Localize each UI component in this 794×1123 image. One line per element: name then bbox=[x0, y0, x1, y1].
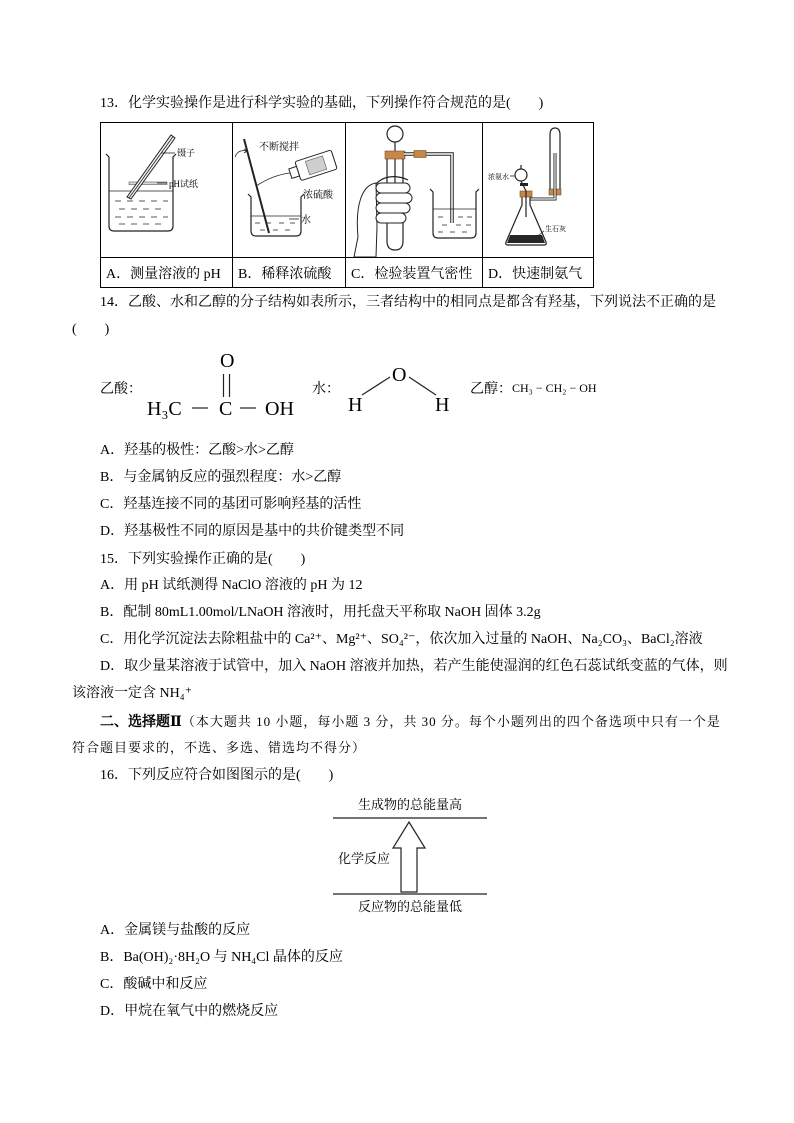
q15-option-a: A．用 pH 试纸测得 NaClO 溶液的 pH 为 12 bbox=[100, 578, 363, 593]
hand-palm bbox=[354, 183, 377, 257]
q14-option-b: B．与金属钠反应的强烈程度：水>乙醇 bbox=[100, 470, 342, 485]
water-oxygen: O bbox=[392, 364, 407, 386]
water-hydrogen-right: H bbox=[435, 394, 450, 416]
label-quicklime: 生石灰 bbox=[545, 225, 566, 233]
label-concentrated-ammonia: 浓氨水 bbox=[488, 173, 509, 181]
quicklime-solid bbox=[507, 235, 545, 243]
separatory-funnel bbox=[515, 169, 527, 181]
rubber-connector bbox=[414, 151, 426, 158]
delivery-tube-inner bbox=[404, 154, 452, 223]
q16-energy-diagram bbox=[330, 792, 490, 914]
panel-a-illustration bbox=[101, 123, 232, 257]
q13-figure-row bbox=[101, 123, 594, 258]
q14-option-c: C．羟基连接不同的基团可影响羟基的活性 bbox=[100, 497, 362, 512]
reactants-energy-label: 反应物的总能量低 bbox=[357, 899, 463, 914]
label-water: 水 bbox=[301, 215, 311, 226]
q13-panel-c bbox=[346, 123, 483, 258]
acid-stream bbox=[256, 173, 290, 186]
q13-option-a: A．测量溶液的 pH bbox=[101, 258, 233, 288]
q15-option-c: C．用化学沉淀法去除粗盐中的 Ca²⁺、Mg²⁺、SO₄²⁻，依次加入过量的 NaOH、Na₂CO₃、BaCl₂溶液 bbox=[100, 632, 703, 647]
water-bond-left bbox=[362, 377, 390, 395]
water-label: 水： bbox=[312, 382, 340, 397]
acetic-acid-methyl: H₃C bbox=[147, 398, 182, 420]
section-2-heading: 二、选择题Ⅱ bbox=[100, 715, 182, 730]
panel-d-illustration bbox=[483, 123, 593, 257]
ethanol-label: 乙醇： bbox=[470, 382, 512, 397]
q13-stem: 13．化学实验操作是进行科学实验的基础，下列操作符合规范的是( ) bbox=[100, 96, 544, 111]
q15-stem: 15．下列实验操作正确的是( ) bbox=[100, 552, 306, 567]
tweezers-split bbox=[129, 137, 173, 199]
water-hatching bbox=[438, 217, 472, 232]
q14-option-a: A．羟基的极性：乙酸>水>乙醇 bbox=[100, 443, 294, 458]
label-tweezers: 镊子 bbox=[177, 148, 196, 158]
q16-option-a: A．金属镁与盐酸的反应 bbox=[100, 923, 251, 938]
q13-option-c: C．检验装置气密性 bbox=[346, 258, 483, 288]
ethanol-formula: CH₃ − CH₂ − OH bbox=[512, 381, 597, 395]
acetic-acid-hydroxyl: OH bbox=[265, 398, 294, 420]
q15-option-b: B．配制 80mL1.00mol/LNaOH 溶液时，用托盘天平称取 NaOH 固体 3.2g bbox=[100, 605, 541, 620]
panel-b-illustration bbox=[233, 123, 345, 257]
stopcock bbox=[520, 183, 528, 186]
acetic-acid-label: 乙酸： bbox=[100, 382, 142, 397]
hand-finger-4 bbox=[376, 213, 406, 223]
q15-option-d: D．取少量某溶液于试管中，加入 NaOH 溶液并加热，若产生能使湿润的红色石蕊试纸变蓝的气体，则 bbox=[100, 659, 728, 674]
q13-option-d: D．快速制氨气 bbox=[483, 258, 594, 288]
hand-finger-1 bbox=[376, 183, 410, 193]
q16-option-b: B．Ba(OH)₂·8H₂O 与 NH₄Cl 晶体的反应 bbox=[100, 950, 343, 965]
q13-panel-d bbox=[483, 123, 594, 258]
q13-option-b: B．稀释浓硫酸 bbox=[233, 258, 346, 288]
label-ph-paper: pH试纸 bbox=[169, 179, 198, 189]
beaker bbox=[106, 154, 176, 231]
q15-option-d-continued: 该溶液一定含 NH₄⁺ bbox=[72, 686, 192, 701]
section-2-note: （本大题共 10 小题，每小题 3 分，共 30 分。每个小题列出的四个备选项中只有一个是 bbox=[181, 714, 721, 729]
label-keep-stirring: 不断搅拌 bbox=[259, 142, 299, 153]
q16-option-d: D．甲烷在氧气中的燃烧反应 bbox=[100, 1004, 279, 1019]
q14-stem-line2: ( ) bbox=[72, 322, 110, 337]
beaker bbox=[430, 189, 479, 238]
energy-up-arrow bbox=[393, 822, 425, 892]
q14-option-d: D．羟基极性不同的原因是基中的共价键类型不同 bbox=[100, 524, 405, 539]
stirring-mark bbox=[235, 149, 247, 157]
q13-caption-row bbox=[101, 258, 594, 288]
delivery-tube-outer bbox=[404, 154, 452, 223]
q16-option-c: C．酸碱中和反应 bbox=[100, 977, 208, 992]
section-2-note-continued: 符合题目要求的，不选、多选、错选均不得分） bbox=[72, 740, 367, 755]
water-hatching bbox=[255, 223, 295, 230]
q14-stem-line1: 14．乙酸、水和乙醇的分子结构如表所示，三者结构中的相同点是都含有羟基，下列说法不正确的是 bbox=[100, 295, 716, 310]
water-hydrogen-left: H bbox=[348, 394, 363, 416]
q14-structure-formulas bbox=[100, 345, 620, 425]
q16-stem: 16．下列反应符合如图图示的是( ) bbox=[100, 768, 334, 783]
panel-c-illustration bbox=[346, 123, 482, 257]
funnel-bulb bbox=[387, 126, 403, 142]
acetic-acid-carbonyl-oxygen: O bbox=[220, 350, 235, 372]
products-energy-label: 生成物的总能量高 bbox=[357, 797, 463, 812]
hand-finger-3 bbox=[376, 203, 410, 213]
stopper bbox=[385, 151, 405, 159]
acetic-acid-carbon: C bbox=[219, 398, 233, 420]
label-concentrated-sulfuric-acid: 浓硫酸 bbox=[303, 190, 333, 201]
hand-finger-2 bbox=[376, 193, 412, 203]
q13-panel-b bbox=[233, 123, 346, 258]
q13-panel-a bbox=[101, 123, 233, 258]
water-bond-right bbox=[409, 377, 436, 395]
q13-figure-table bbox=[100, 122, 594, 288]
section-2-header bbox=[100, 713, 721, 732]
reaction-label: 化学反应 bbox=[338, 851, 391, 866]
acid-bottle bbox=[287, 150, 337, 183]
solution-hatching bbox=[115, 201, 168, 224]
